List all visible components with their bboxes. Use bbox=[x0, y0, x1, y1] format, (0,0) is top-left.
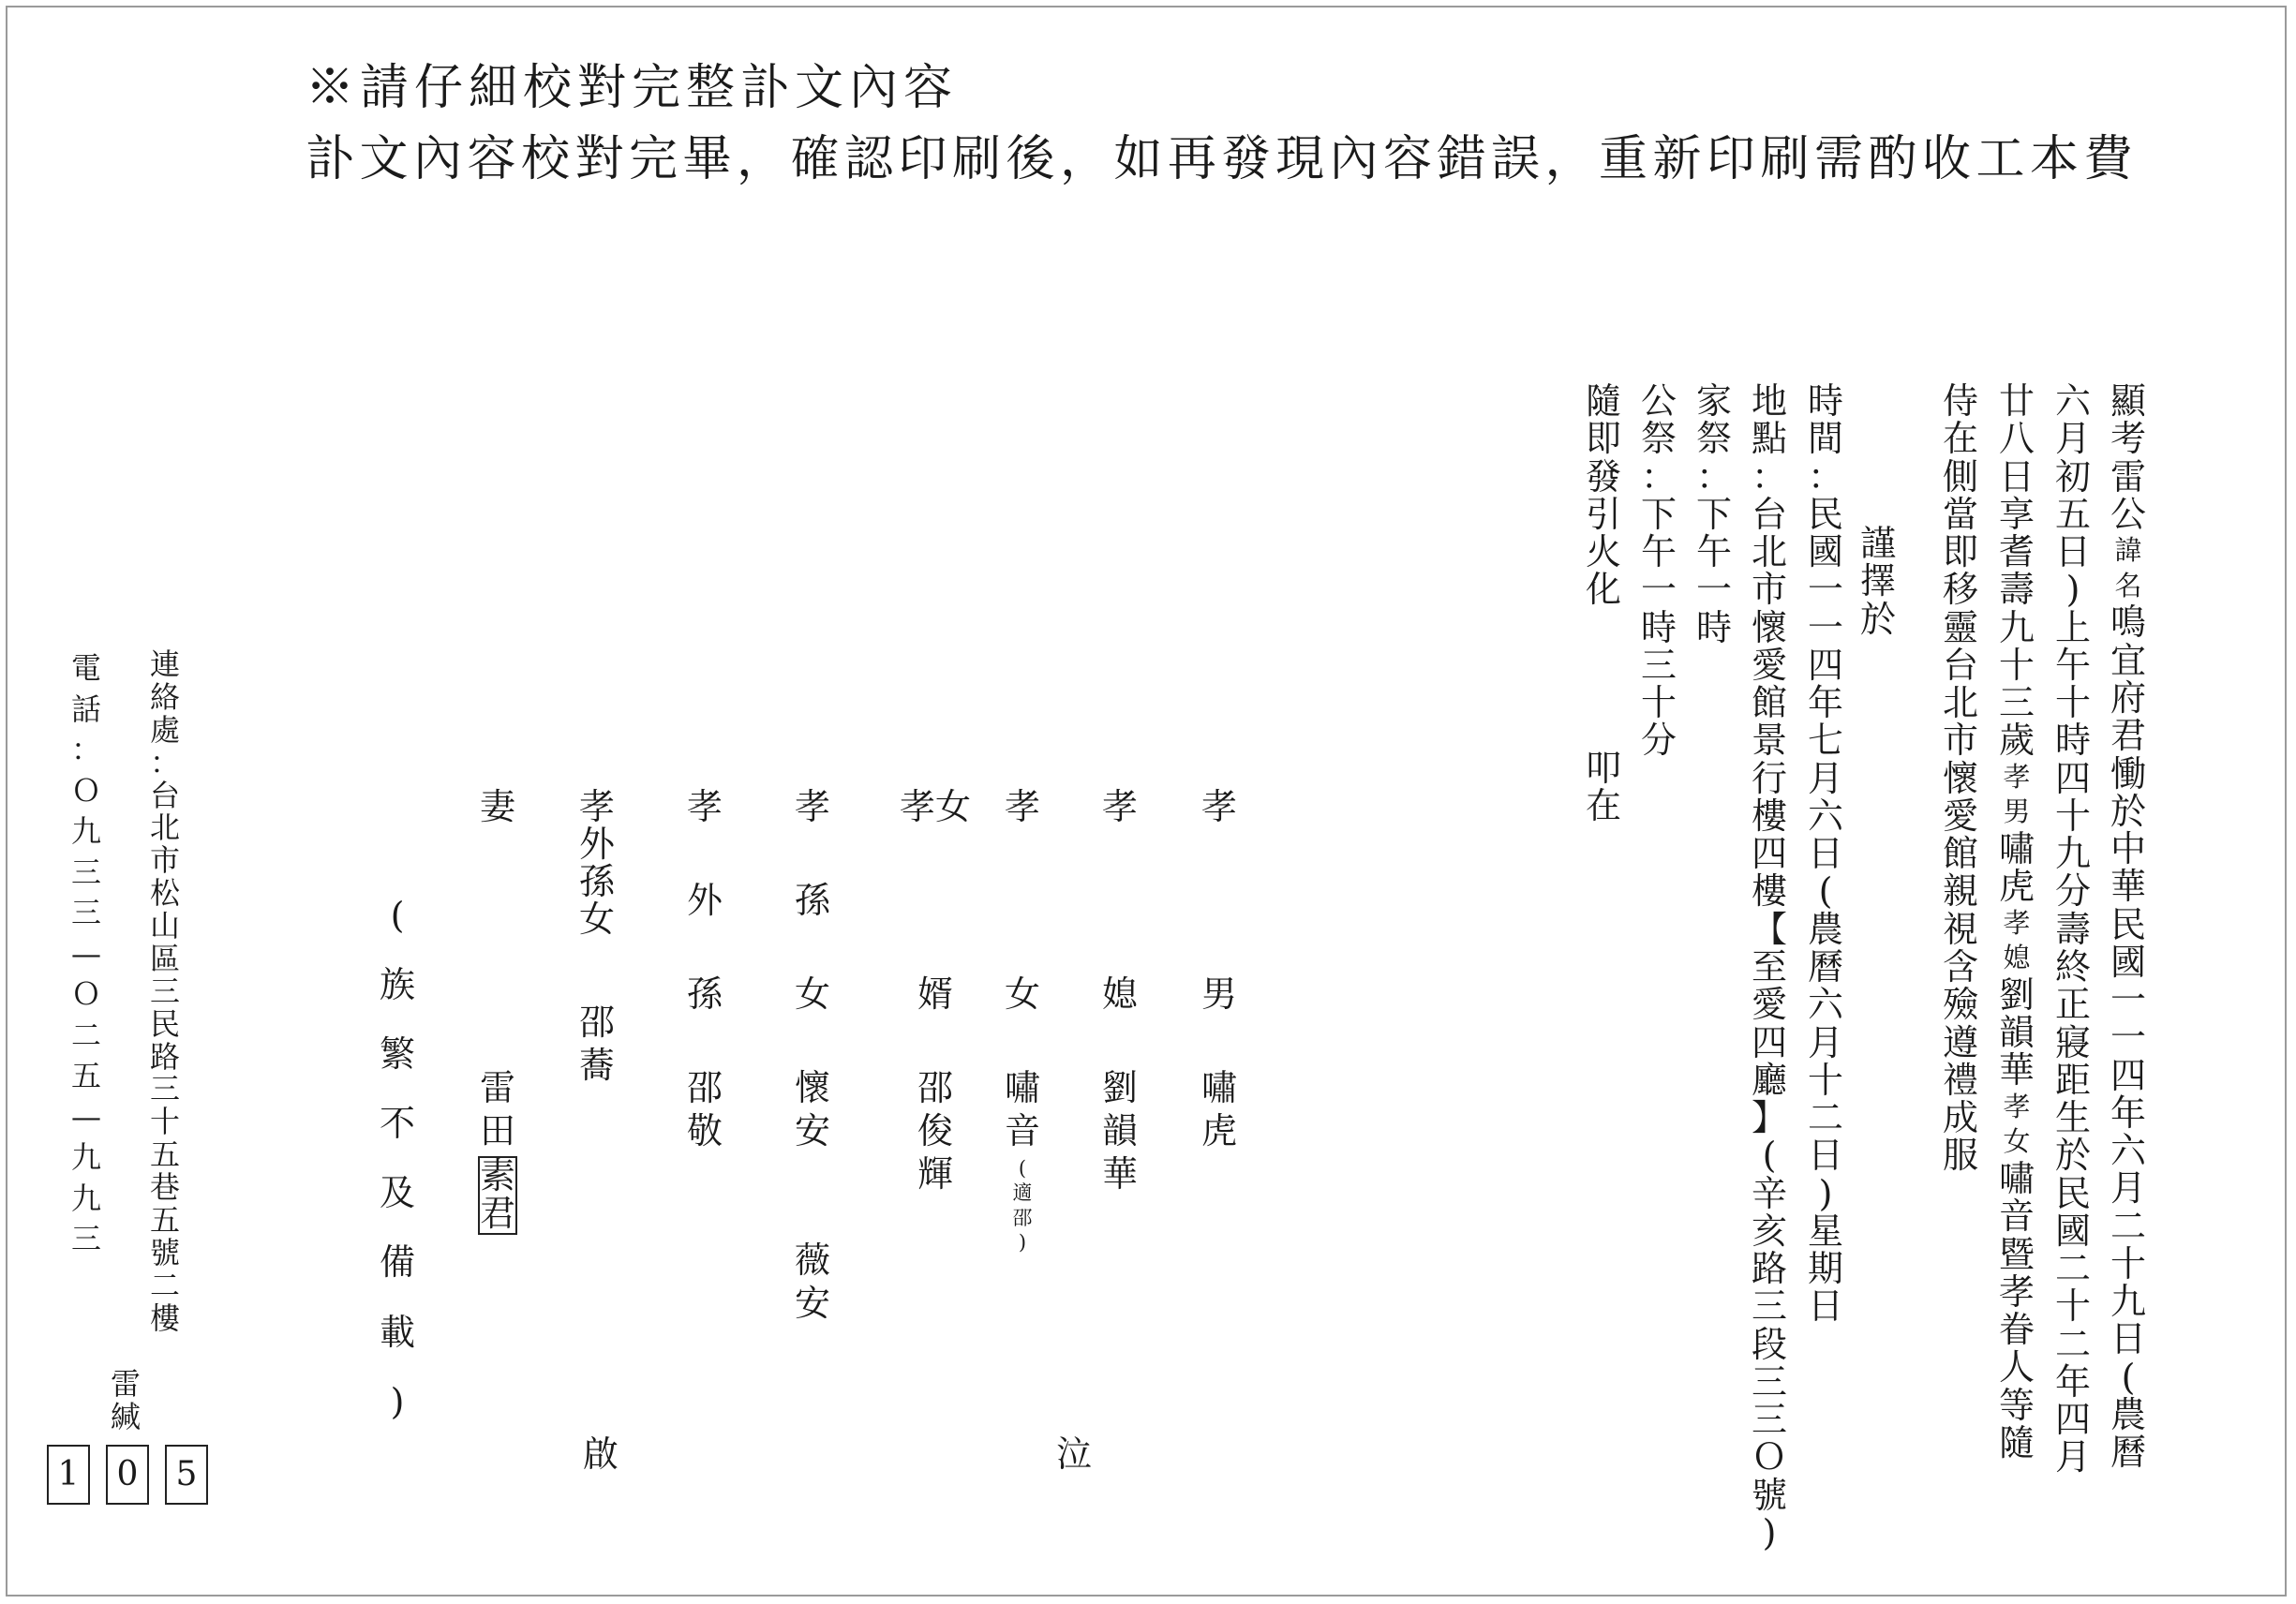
weep-mark: 泣 bbox=[1056, 1433, 1093, 1475]
proofread-notice-title: ※請仔細校對完整訃文內容 bbox=[306, 60, 959, 116]
announce-mark: 啟 bbox=[583, 1433, 619, 1475]
family-member: 孝 女 嘯 音 ( 適 邵 ) bbox=[1005, 786, 1041, 1254]
body-column-4: 侍 在 側 當 即 移 靈 台 北 市 懷 愛 館 親 視 含 殮 遵 禮 成 服 bbox=[1943, 380, 1979, 1177]
body-column-5: 謹 擇 於 bbox=[1860, 523, 1897, 640]
body-column-location: 地 點 ： 台 北 市 懷 愛 館 景 行 樓 四 樓 【 至 愛 四 廳 】 ( 辛 亥 路 三 段 三 三 Ｏ 號 ) bbox=[1752, 380, 1788, 1553]
body-column-3: 廿 八 日 享 耆 壽 九 十 三 歲 孝 男 嘯 虎 孝 媳 劉 韻 華 孝 女 嘯 音 暨 孝 眷 人 等 隨 bbox=[1999, 380, 2035, 1463]
family-not-all-listed: ( 族 繁 不 及 備 載 ) bbox=[380, 895, 416, 1422]
body-column-family-rite: 家 祭 ： 下 午 一 時 bbox=[1696, 380, 1733, 648]
family-member: 孝 外 孫 女 邵 蕎 bbox=[579, 786, 616, 1086]
body-column-cremation: 隨 即 發 引 火 化 bbox=[1586, 380, 1622, 611]
body-column-1: 顯 考 雷 公 諱 名 鳴 宜 府 君 慟 於 中 華 民 國 一 一 四 年 六 月 二 十 九 日 ( 農 曆 bbox=[2110, 380, 2147, 1474]
family-member: 孝 媳 劉 韻 華 bbox=[1102, 786, 1139, 1195]
sender-name: 雷 緘 bbox=[111, 1366, 142, 1435]
reference-digit: 0 bbox=[106, 1445, 149, 1505]
body-column-public-rite: 公 祭 ： 下 午 一 時 三 十 分 bbox=[1641, 380, 1677, 762]
reference-digit: 1 bbox=[47, 1445, 90, 1505]
family-member: 孝女 婿 邵 俊 輝 bbox=[900, 786, 972, 1195]
family-member: 孝 外 孫 邵 敬 bbox=[687, 786, 723, 1151]
contact-phone: 電 話 ： Ｏ 九 三 三 — Ｏ 二 五 — 九 九 三 bbox=[71, 650, 102, 1257]
contact-address: 連 絡 處 ： 台 北 市 松 山 區 三 民 路 三 十 五 巷 五 號 二 樓 bbox=[150, 646, 181, 1336]
proofread-notice-detail: 訃文內容校對完畢，確認印刷後，如再發現內容錯誤，重新印刷需酌收工本費 bbox=[306, 131, 2139, 187]
family-member: 孝 孫 女 懷 安 薇 安 bbox=[795, 786, 831, 1324]
family-member: 妻 雷 田 素 君 bbox=[479, 786, 516, 1234]
body-column-2: 六 月 初 五 日 ) 上 午 十 時 四 十 九 分 壽 終 正 寢 距 生 於 民 國 二 十 二 年 四 月 bbox=[2055, 380, 2092, 1478]
family-member: 孝 男 嘯 虎 bbox=[1201, 786, 1238, 1151]
reference-digit: 5 bbox=[165, 1445, 208, 1505]
body-column-kneel: 叩 在 bbox=[1586, 748, 1622, 827]
body-column-time: 時 間 ： 民 國 一 一 四 年 七 月 六 日 ( 農 曆 六 月 十 二 日 ) 星 期 日 bbox=[1808, 380, 1844, 1328]
